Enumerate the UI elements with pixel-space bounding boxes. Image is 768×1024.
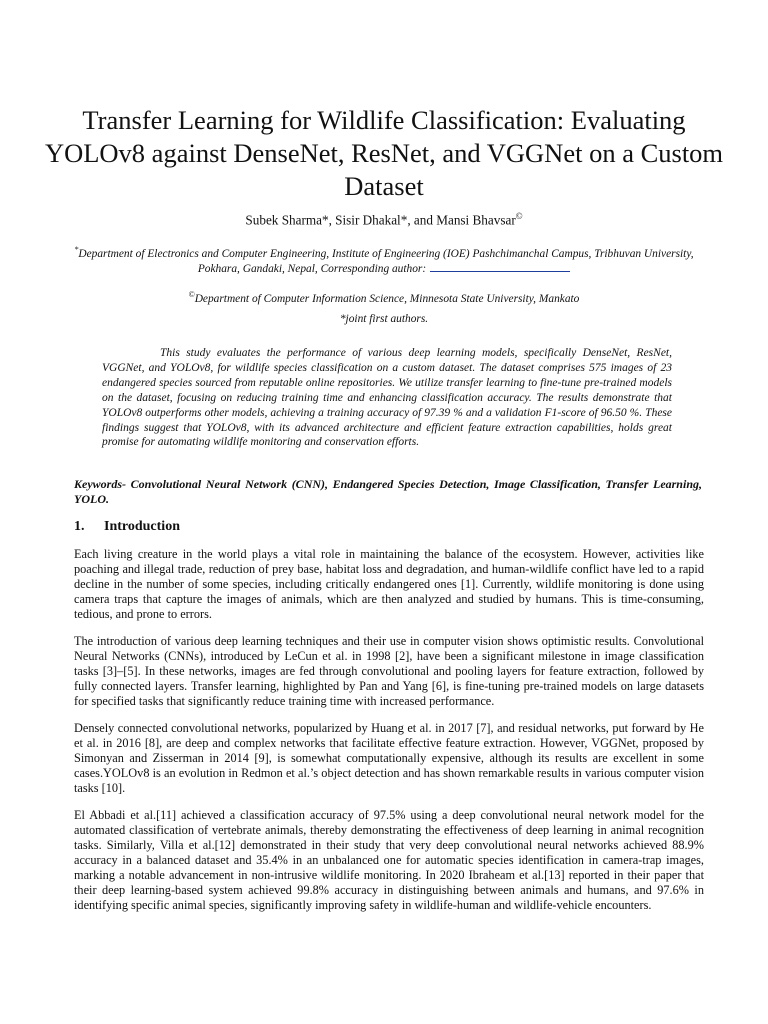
joint-authors-note: *joint first authors. xyxy=(339,313,429,325)
author-names: Subek Sharma*, Sisir Dhakal*, and Mansi Bhavsar xyxy=(245,212,516,228)
section-title: Introduction xyxy=(104,519,180,534)
keywords: Keywords- Convolutional Neural Network (CNN), Endangered Species Detection, Image Classification, Transfer Learning, YOLO. xyxy=(74,477,702,506)
affiliation-2-text: Department of Computer Information Science, Minnesota State University, Mankato xyxy=(194,292,580,305)
affiliation-1-text: Department of Electronics and Computer Engineering, Institute of Engineering (IOE) Pashchimanchal Campus, Tribhuvan University, Pokhara, Gandaki, Nepal, Corresponding author: xyxy=(78,247,694,275)
corresponding-author-link[interactable] xyxy=(430,262,570,272)
abstract: This study evaluates the performance of various deep learning models, specifically DenseNet, ResNet, VGGNet, and YOLOv8, for wildlife species classification on a custom dataset. The dataset comprises 575 images of 23 endangered species sourced from reputable online repositories. We utilize transfer learning to fine-tune pre-trained models on the dataset, focusing on reducing training time and enhancing classification accuracy. The results demonstrate that YOLOv8 outperforms other models, achieving a training accuracy of 97.39 % and a validation F1-score of 96.50 %. These findings suggest that YOLOv8, with its advanced architecture and efficient feature extraction capabilities, holds great promise for automating wildlife monitoring and conservation efforts. xyxy=(102,347,672,449)
affiliation-2 xyxy=(60,287,708,307)
section-heading-introduction xyxy=(74,519,180,535)
body-paragraph-1: Each living creature in the world plays a vital role in maintaining the balance of the ecosystem. However, activities like poaching and illegal trade, reduction of prey base, habitat loss and degradation, and human-wildlife conflict have led to a rapid decline in the number of some species, including critically endangered ones [1]. Currently, wildlife monitoring is done using camera traps that capture the images of animals, which are then analyzed and studied by humans. This is time-consuming, tedious, and prone to errors. xyxy=(74,547,704,621)
affiliation-2-mark: © xyxy=(188,290,195,299)
affiliation-1-mark: * xyxy=(74,245,79,254)
section-number: 1. xyxy=(74,519,85,534)
body-paragraph-3: Densely connected convolutional networks, popularized by Huang et al. in 2017 [7], and residual networks, put forward by He et al. in 2016 [8], are deep and complex networks that facilitate effective feature extraction. However, VGGNet, proposed by Simonyan and Zisserman in 2014 [9], is somewhat computationally expensive, although its results are excellent in some cases.YOLOv8 is an evolution in Redmon et al.’s object detection and has shown remarkable results in various computer vision tasks [10]. xyxy=(74,721,704,795)
affiliation-1 xyxy=(60,242,708,277)
author-list xyxy=(0,211,768,228)
paper-title: Transfer Learning for Wildlife Classification: Evaluating YOLOv8 against DenseNet, ResNet, and VGGNet on a Custom Dataset xyxy=(44,105,724,201)
body-paragraph-2: The introduction of various deep learning techniques and their use in computer vision shows optimistic results. Convolutional Neural Networks (CNNs), introduced by LeCun et al. in 1998 [2], have been a significant milestone in image classification tasks [3]–[5]. In these networks, images are fed through convolutional and pooling layers for feature extraction, followed by fully connected layers. Transfer learning, highlighted by Pan and Yang [6], is fine-tuning pre-trained models on large datasets for specified tasks that significantly reduce training time with increased performance. xyxy=(74,634,704,708)
author-mark: © xyxy=(515,211,523,221)
body-paragraph-4: El Abbadi et al.[11] achieved a classification accuracy of 97.5% using a deep convolutional neural network model for the automated classification of vertebrate animals, thereby demonstrating the effectiveness of deep learning in animal recognition tasks. Similarly, Villa et al.[12] demonstrated in their study that very deep convolutional neural networks achieved 88.9% accuracy in a balanced dataset and 35.4% in an unbalanced one for automatic species identification in camera-trap images, marking a notable advancement in non-intrusive wildlife monitoring. In 2020 Ibraheam et al.[13] reported in their paper that their deep learning-based system achieved 99.8% accuracy in distinguishing between animals and humans, and 97.6% in identifying specific animal species, significantly improving safety in wildlife-human and wildlife-vehicle encounters. xyxy=(74,808,704,912)
